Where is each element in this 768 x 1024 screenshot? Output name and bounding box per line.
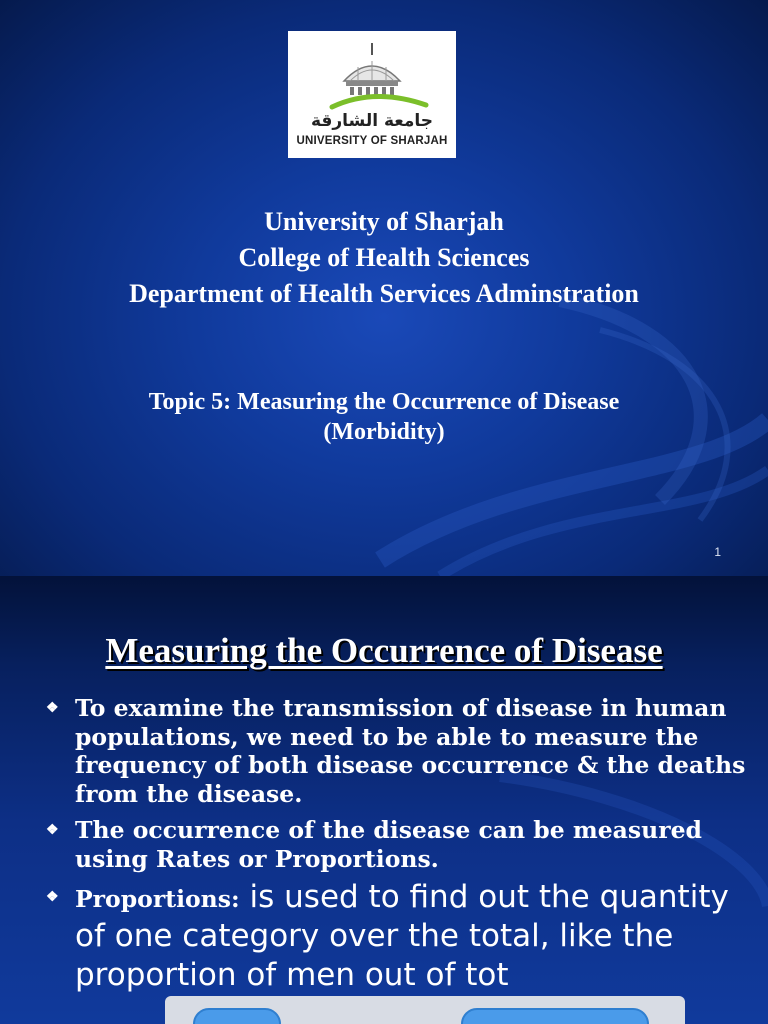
bullet-item [46,694,746,808]
overlay-toolbar [165,996,685,1024]
page-number: 1 [714,545,721,559]
bullet-item [46,816,746,873]
topic-line: (Morbidity) [323,419,445,445]
institution-block [0,204,768,312]
topic-title [0,387,768,447]
bullet-label: Proportions: [75,885,240,913]
bullet-text: The occurrence of the disease can be measured using Rates or Proportions. [75,816,702,873]
logo-english-text: UNIVERSITY OF SHARJAH [296,135,448,147]
slide-title: Measuring the Occurrence of Disease [105,631,663,670]
overlay-button-right[interactable] [461,1008,649,1024]
university-logo [288,31,456,158]
diamond-bullet-icon: ❖ [46,822,59,838]
content-slide [0,576,768,1024]
institution-line: University of Sharjah [264,207,504,236]
bullet-item [46,879,746,996]
institution-line: College of Health Sciences [238,243,530,272]
diamond-bullet-icon: ❖ [46,889,59,905]
diamond-bullet-icon: ❖ [46,700,59,716]
dome-icon [288,31,456,111]
bullet-text: To examine the transmission of disease in human populations, we need to be able to measure the frequency of both disease occurrence & the deaths from the disease. [75,694,746,808]
overlay-button-left[interactable] [193,1008,281,1024]
bullet-list [46,694,746,996]
institution-line: Department of Health Services Adminstration [129,279,639,308]
topic-line: Topic 5: Measuring the Occurrence of Disease [148,389,620,415]
logo-arabic-text: جامعة الشارقة [310,111,434,131]
bullet-text: is used to find out the quantity of one category over the total, like the proportion of men out of tot [75,879,729,993]
